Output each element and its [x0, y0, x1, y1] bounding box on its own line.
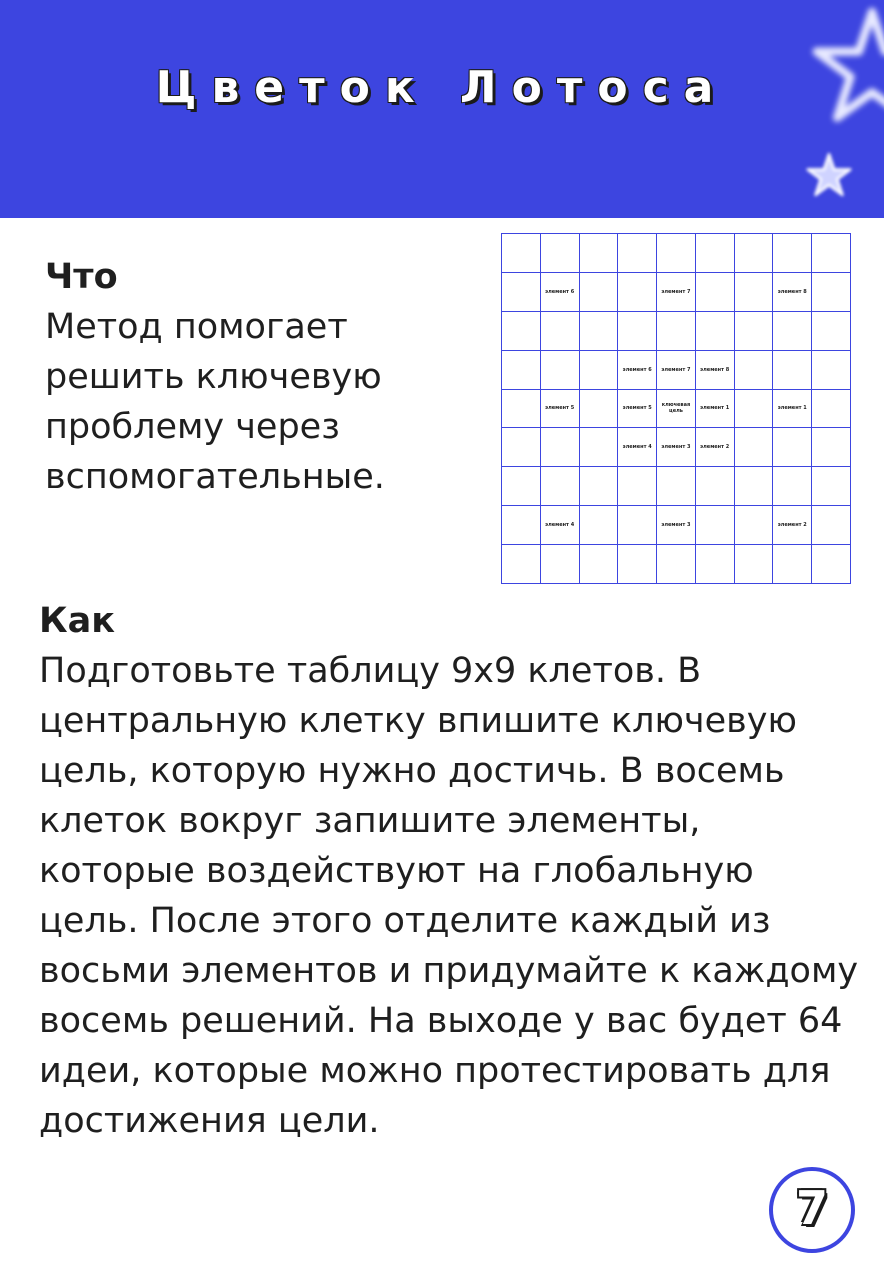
- grid-cell: [579, 545, 618, 584]
- grid-cell: [773, 311, 812, 350]
- grid-cell: [812, 234, 851, 273]
- grid-cell: [734, 350, 773, 389]
- grid-cell: [540, 428, 579, 467]
- grid-cell: [618, 545, 657, 584]
- grid-cell: [734, 272, 773, 311]
- grid-cell: [657, 311, 696, 350]
- grid-row: [502, 428, 851, 467]
- grid-cell: [773, 545, 812, 584]
- grid-row: [502, 272, 851, 311]
- grid-cell: [657, 234, 696, 273]
- grid-cell: элемент 3: [657, 428, 696, 467]
- grid-cell: элемент 2: [695, 428, 734, 467]
- grid-cell: [812, 350, 851, 389]
- grid-cell: [618, 311, 657, 350]
- grid-cell: [502, 428, 541, 467]
- grid-cell: [618, 506, 657, 545]
- grid-row: [502, 467, 851, 506]
- grid-cell: [657, 545, 696, 584]
- star-icon: [812, 6, 884, 126]
- grid-cell: [812, 311, 851, 350]
- grid-cell: элемент 7: [657, 350, 696, 389]
- grid-row: [502, 389, 851, 428]
- grid-cell: [579, 428, 618, 467]
- grid-cell: [579, 506, 618, 545]
- grid-cell: [618, 467, 657, 506]
- grid-cell: [579, 234, 618, 273]
- grid-cell: [734, 389, 773, 428]
- grid-row: [502, 545, 851, 584]
- what-section: [45, 252, 465, 502]
- what-heading: Что: [45, 257, 118, 297]
- grid-cell: [812, 272, 851, 311]
- grid-cell: ключевая цель: [657, 389, 696, 428]
- grid-cell: [502, 506, 541, 545]
- grid-cell: [773, 428, 812, 467]
- grid-cell: [502, 545, 541, 584]
- grid-cell: [734, 234, 773, 273]
- grid-cell: [812, 506, 851, 545]
- how-section: [39, 596, 859, 1146]
- page-title: Цветок Лотоса: [155, 62, 729, 113]
- grid-cell: [579, 467, 618, 506]
- grid-cell: [773, 350, 812, 389]
- grid-cell: элемент 8: [773, 272, 812, 311]
- page-number: 7: [795, 1181, 828, 1235]
- grid-cell: [502, 350, 541, 389]
- grid-cell: [773, 467, 812, 506]
- grid-row: [502, 234, 851, 273]
- grid-cell: [695, 311, 734, 350]
- grid-cell: [502, 467, 541, 506]
- page-number-badge: [769, 1167, 855, 1253]
- grid-cell: [812, 428, 851, 467]
- grid-cell: [502, 389, 541, 428]
- grid-cell: элемент 2: [773, 506, 812, 545]
- lotus-grid-table: [501, 233, 851, 584]
- what-text: Метод помогает решить ключевую проблему через вспомогательные.: [45, 307, 385, 497]
- grid-cell: элемент 6: [618, 350, 657, 389]
- grid-cell: [695, 545, 734, 584]
- grid-cell: [812, 389, 851, 428]
- grid-cell: [502, 272, 541, 311]
- grid-cell: [695, 234, 734, 273]
- grid-cell: [695, 272, 734, 311]
- grid-cell: [773, 234, 812, 273]
- grid-cell: элемент 3: [657, 506, 696, 545]
- grid-cell: элемент 1: [773, 389, 812, 428]
- grid-cell: [734, 428, 773, 467]
- grid-cell: [618, 234, 657, 273]
- grid-cell: [812, 467, 851, 506]
- grid-cell: [734, 467, 773, 506]
- grid-cell: элемент 4: [540, 506, 579, 545]
- grid-cell: [540, 311, 579, 350]
- how-heading: Как: [39, 601, 115, 641]
- grid-cell: [540, 350, 579, 389]
- grid-row: [502, 350, 851, 389]
- grid-cell: [540, 545, 579, 584]
- grid-cell: [540, 467, 579, 506]
- header-banner: [0, 0, 884, 218]
- grid-cell: [502, 311, 541, 350]
- grid-cell: [657, 467, 696, 506]
- grid-cell: элемент 4: [618, 428, 657, 467]
- grid-cell: элемент 8: [695, 350, 734, 389]
- grid-cell: [695, 506, 734, 545]
- grid-cell: [695, 467, 734, 506]
- grid-row: [502, 506, 851, 545]
- grid-cell: элемент 7: [657, 272, 696, 311]
- star-icon: [806, 152, 852, 198]
- how-text: Подготовьте таблицу 9х9 клетов. В центральную клетку впишите ключевую цель, которую нужно достичь. В восемь клеток вокруг запишите элементы, которые воздействуют на глобальную цель. После этого отделите каждый из восьми элементов и придумайте к каждому восемь решений. На выходе у вас будет 64 идеи, которые можно протестировать для достижения цели.: [39, 651, 859, 1141]
- grid-cell: элемент 5: [540, 389, 579, 428]
- grid-cell: [579, 350, 618, 389]
- grid-cell: [579, 389, 618, 428]
- grid-cell: [734, 545, 773, 584]
- grid-cell: элемент 1: [695, 389, 734, 428]
- grid-row: [502, 311, 851, 350]
- grid-cell: [618, 272, 657, 311]
- grid-cell: [812, 545, 851, 584]
- grid-cell: [734, 311, 773, 350]
- grid-cell: элемент 6: [540, 272, 579, 311]
- grid-cell: [579, 272, 618, 311]
- grid-cell: элемент 5: [618, 389, 657, 428]
- grid-cell: [502, 234, 541, 273]
- grid-cell: [579, 311, 618, 350]
- grid-cell: [540, 234, 579, 273]
- grid-cell: [734, 506, 773, 545]
